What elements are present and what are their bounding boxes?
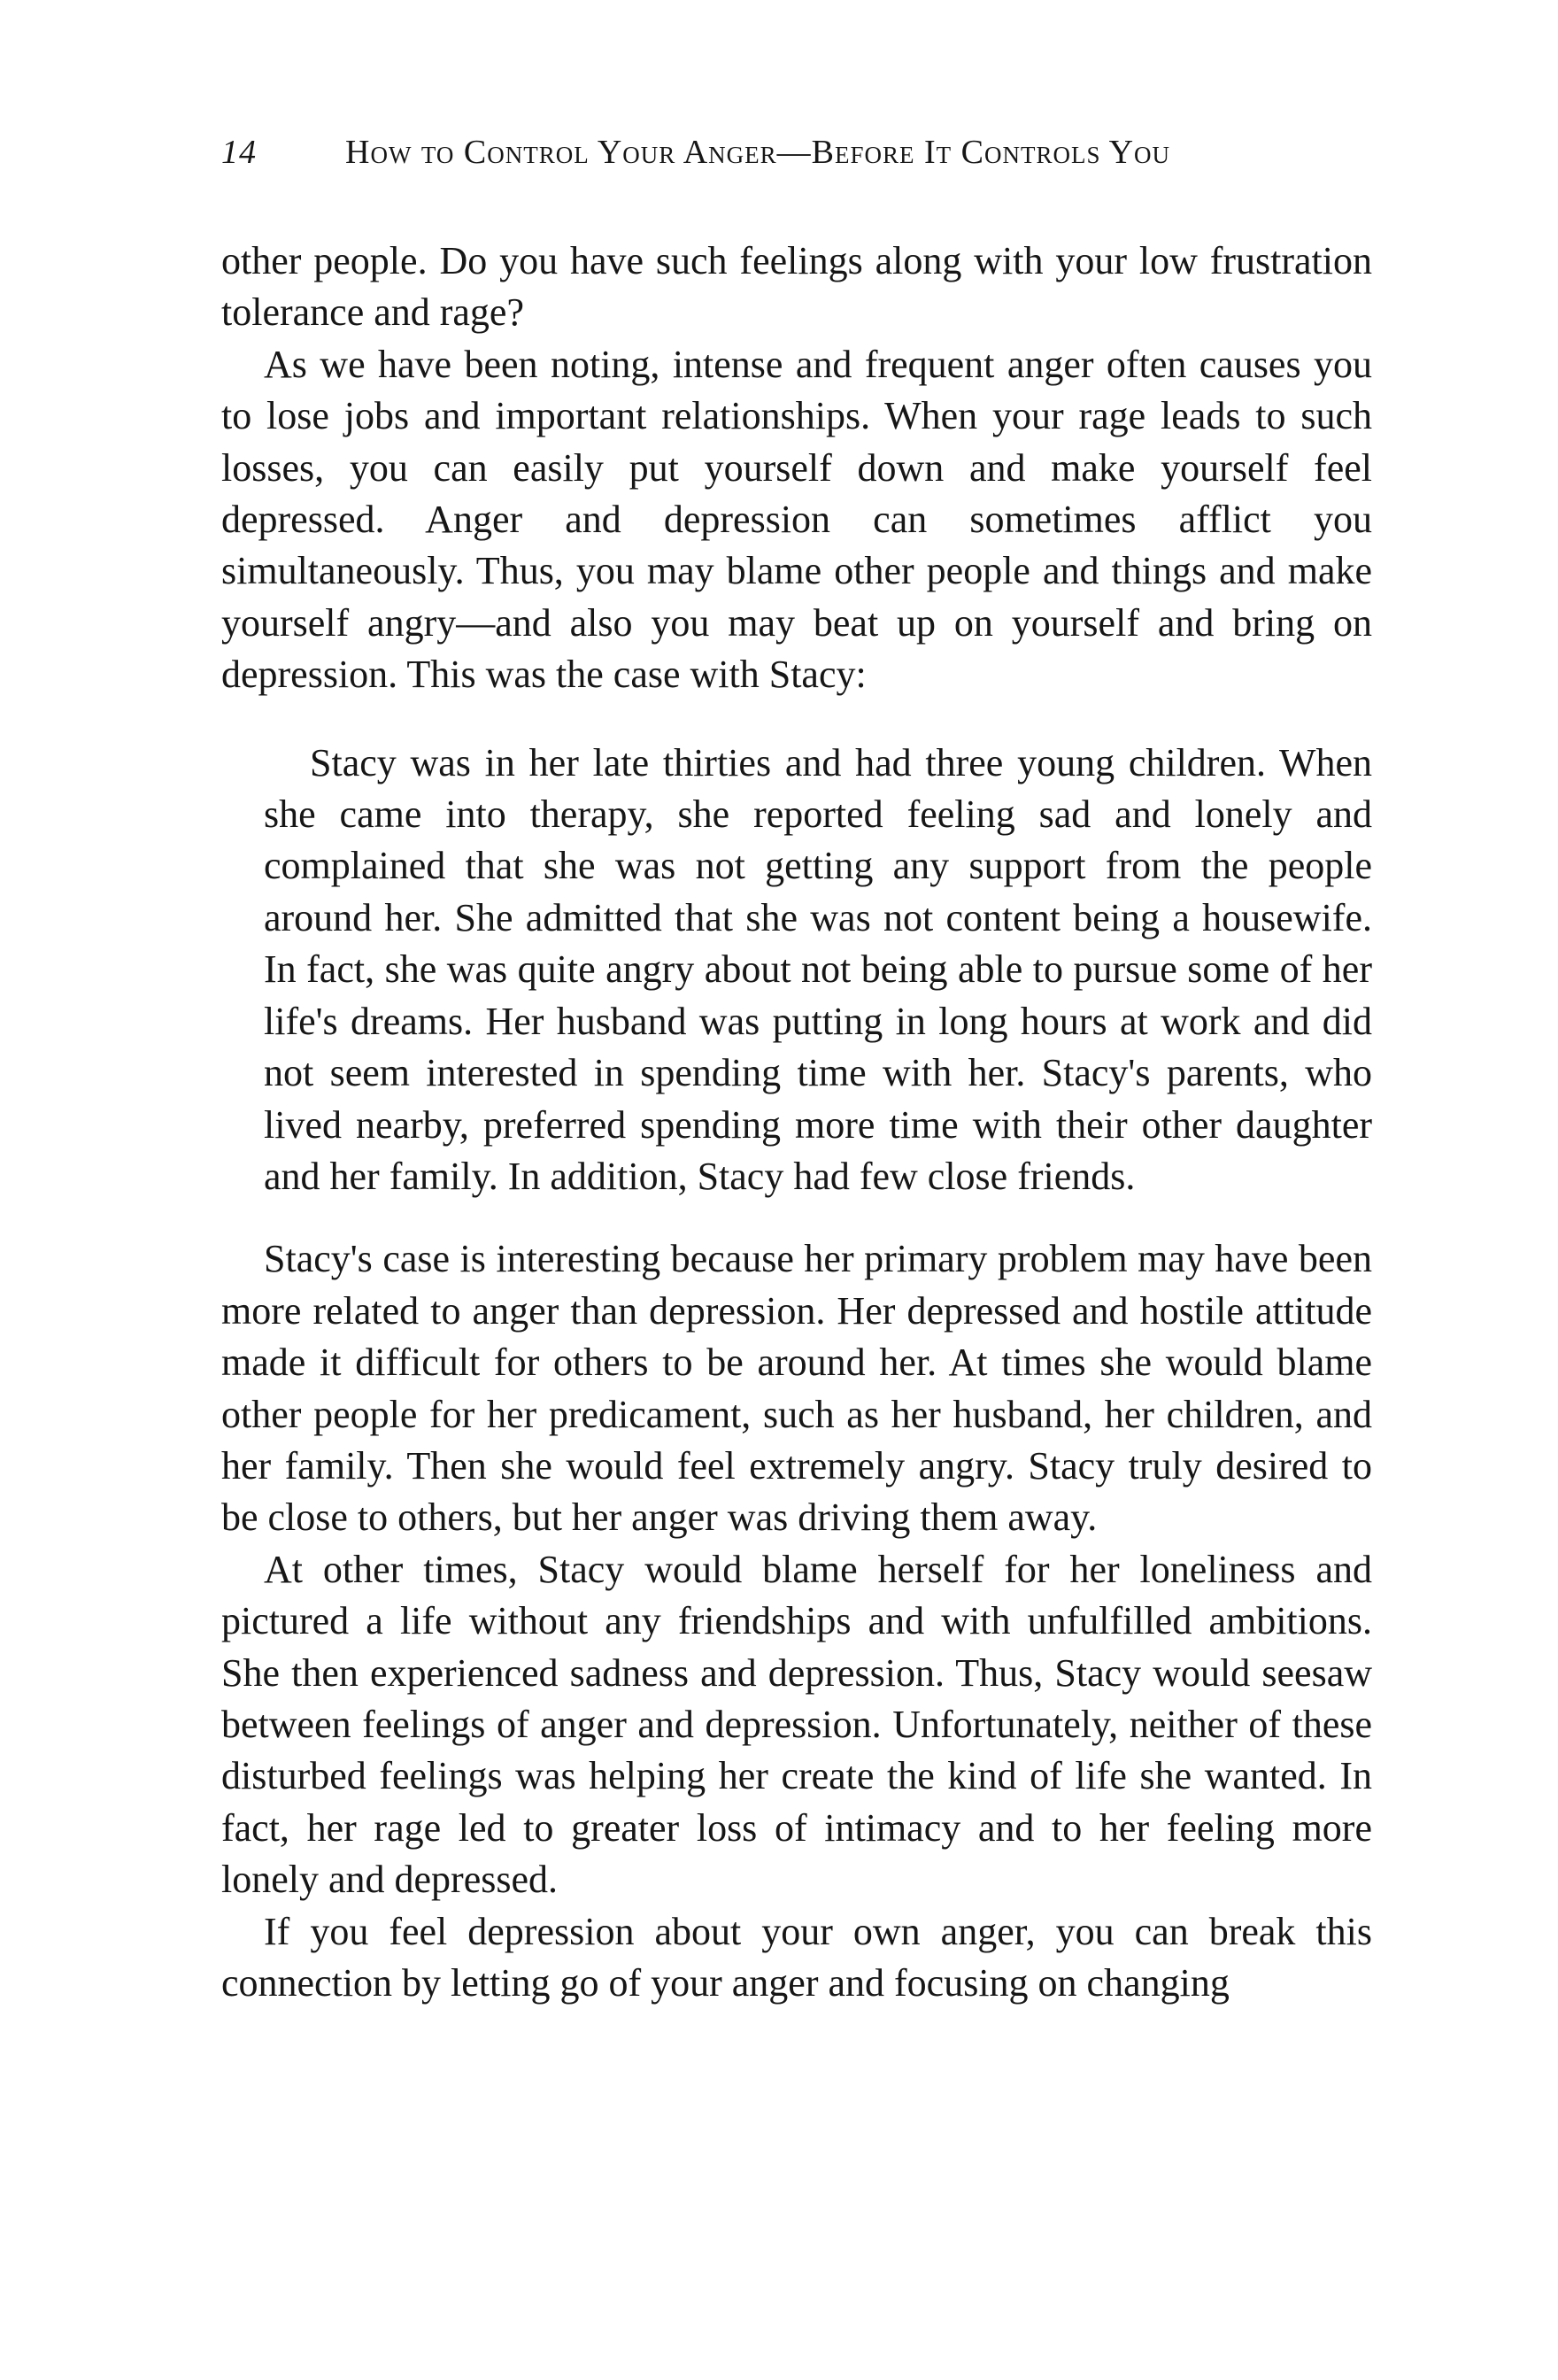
running-title: How to Control Your Anger—Before It Controls You [345, 134, 1171, 171]
book-page [221, 133, 1372, 2009]
case-study-stacy: Stacy was in her late thirties and had three young children. When she came into therapy, she reported feeling sad and lonely and complained that she was not getting any support from the people around her. She admitted that she was not content being a housewife. In fact, she was quite angry about not being able to pursue some of her life's dreams. Her husband was putting in long hours at work and did not seem interested in spending time with her. Stacy's parents, who lived nearby, preferred spending more time with their other daughter and her family. In addition, Stacy had few close friends. [264, 740, 1372, 1198]
running-head [221, 133, 1372, 186]
paragraph-continued: other people. Do you have such feelings along with your low frustration tolerance and rage? [221, 239, 1372, 335]
case-study-block [264, 738, 1372, 1203]
paragraph-break-connection: If you feel depression about your own anger, you can break this connection by letting go of your anger and focusing on changing [221, 1909, 1372, 2005]
page-number: 14 [221, 134, 257, 171]
paragraph-stacy-case: Stacy's case is interesting because her primary problem may have been more related to anger than depression. Her depressed and hostile attitude made it difficult for others to be around her. At times she would blame other people for her predicament, such as her husband, her children, and her family. Then she would feel extremely angry. Stacy truly desired to be close to others, but her anger was driving them away. [221, 1237, 1372, 1540]
paragraph-other-times: At other times, Stacy would blame herself for her loneliness and pictured a life without any friendships and with unfulfilled ambitions. She then experienced sadness and depression. Thus, Stacy would seesaw between feelings of anger and depression. Unfortunately, neither of these disturbed feelings was helping her create the kind of life she wanted. In fact, her rage led to greater loss of intimacy and to her feeling more lonely and depressed. [221, 1547, 1372, 1902]
paragraph-anger-depression: As we have been noting, intense and frequent anger often causes you to lose jobs and important relationships. When your rage leads to such losses, you can easily put yourself down and make yourself feel depressed. Anger and depression can sometimes afflict you simultaneously. Thus, you may blame other people and things and make yourself angry—and also you may beat up on yourself and bring on depression. This was the case with Stacy: [221, 342, 1372, 697]
